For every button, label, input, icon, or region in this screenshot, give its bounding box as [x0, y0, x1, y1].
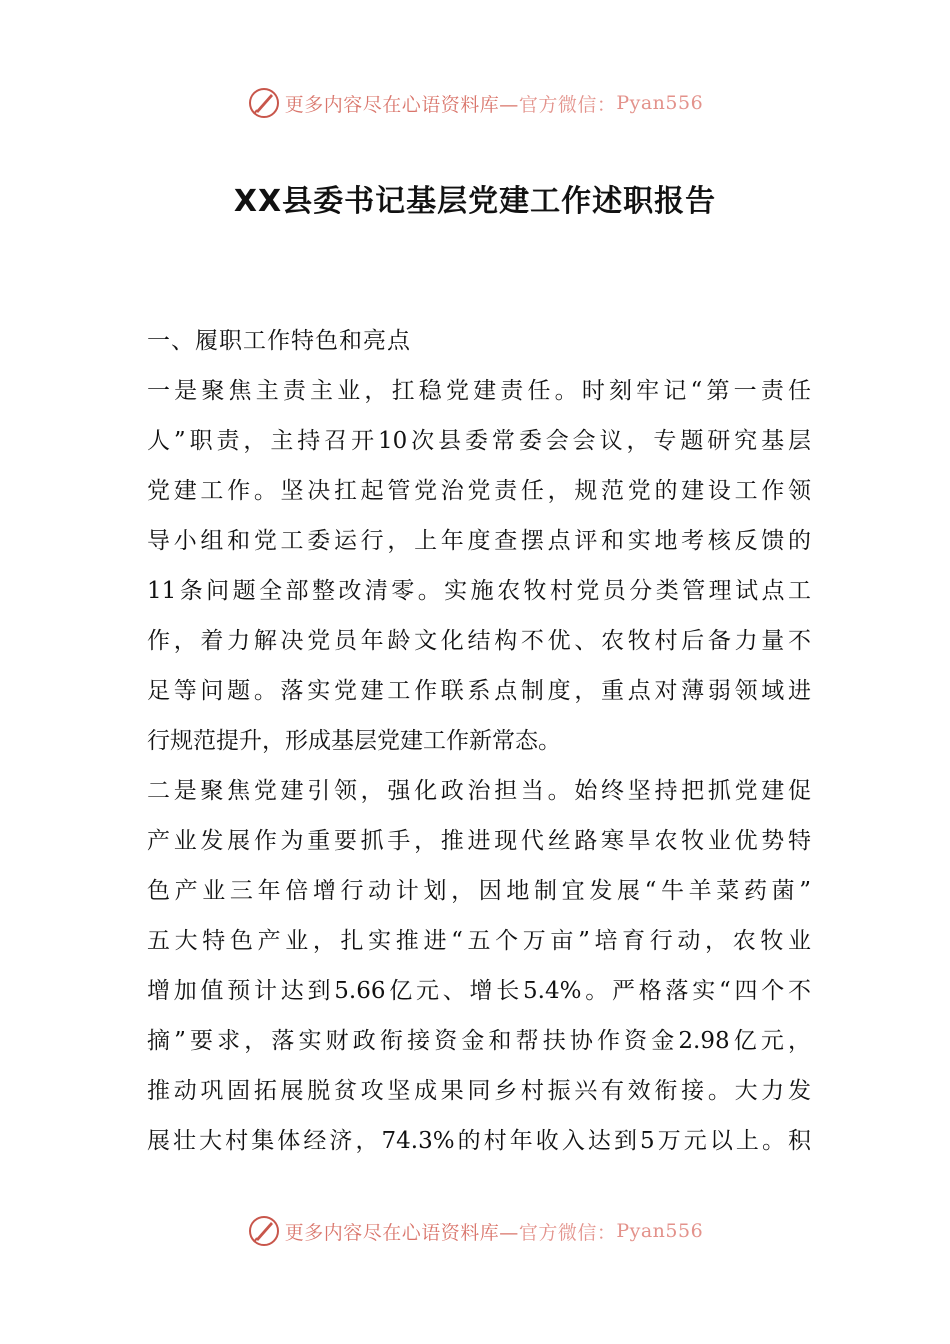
quill-logo-icon	[247, 1214, 281, 1248]
paragraph-line: 产业发展作为重要抓手，推进现代丝路寒旱农牧业优势特	[147, 828, 811, 854]
watermark-banner-top	[0, 83, 950, 123]
paragraph-line: 足等问题。落实党建工作联系点制度，重点对薄弱领域进	[147, 678, 811, 704]
paragraph-line: 导小组和党工委运行，上年度查摆点评和实地考核反馈的	[147, 528, 811, 554]
paragraph-line: 色产业三年倍增行动计划，因地制宜发展“牛羊菜药菌”	[147, 878, 811, 904]
paragraph-line: 一是聚焦主责主业，扛稳党建责任。时刻牢记“第一责任	[147, 378, 811, 404]
paragraph-line: 行规范提升，形成基层党建工作新常态。	[147, 728, 561, 754]
paragraph-line: 摘”要求，落实财政衔接资金和帮扶协作资金2.98亿元，	[147, 1028, 811, 1054]
paragraph-line: 五大特色产业，扎实推进“五个万亩”培育行动，农牧业	[147, 928, 811, 954]
paragraph-line: 11条问题全部整改清零。实施农牧村党员分类管理试点工	[147, 578, 811, 604]
watermark-wechat-id: Pyan556	[616, 1220, 704, 1242]
paragraph-line: 人”职责，主持召开10次县委常委会会议，专题研究基层	[147, 428, 811, 454]
quill-logo-icon	[247, 86, 281, 120]
document-body	[147, 316, 811, 1166]
watermark-wechat-label: 官方微信：	[518, 1221, 617, 1244]
document-title: XX县委书记基层党建工作述职报告	[233, 184, 717, 219]
watermark-banner-bottom	[0, 1211, 950, 1251]
paragraph-line: 展壮大村集体经济，74.3%的村年收入达到5万元以上。积	[147, 1128, 811, 1154]
paragraph-line: 增加值预计达到5.66亿元、增长5.4%。严格落实“四个不	[147, 978, 811, 1004]
paragraph-line: 作，着力解决党员年龄文化结构不优、农牧村后备力量不	[147, 628, 811, 654]
paragraph-line: 二是聚焦党建引领，强化政治担当。始终坚持把抓党建促	[147, 778, 811, 804]
watermark-wechat-id: Pyan556	[616, 92, 704, 114]
watermark-wechat-label: 官方微信：	[518, 93, 617, 116]
watermark-site-text: 更多内容尽在心语资料库—	[284, 1221, 519, 1244]
paragraph-line: 党建工作。坚决扛起管党治党责任，规范党的建设工作领	[147, 478, 811, 504]
section-heading: 一、履职工作特色和亮点	[147, 328, 411, 354]
paragraph-line: 推动巩固拓展脱贫攻坚成果同乡村振兴有效衔接。大力发	[147, 1078, 811, 1104]
watermark-site-text: 更多内容尽在心语资料库—	[284, 93, 519, 116]
